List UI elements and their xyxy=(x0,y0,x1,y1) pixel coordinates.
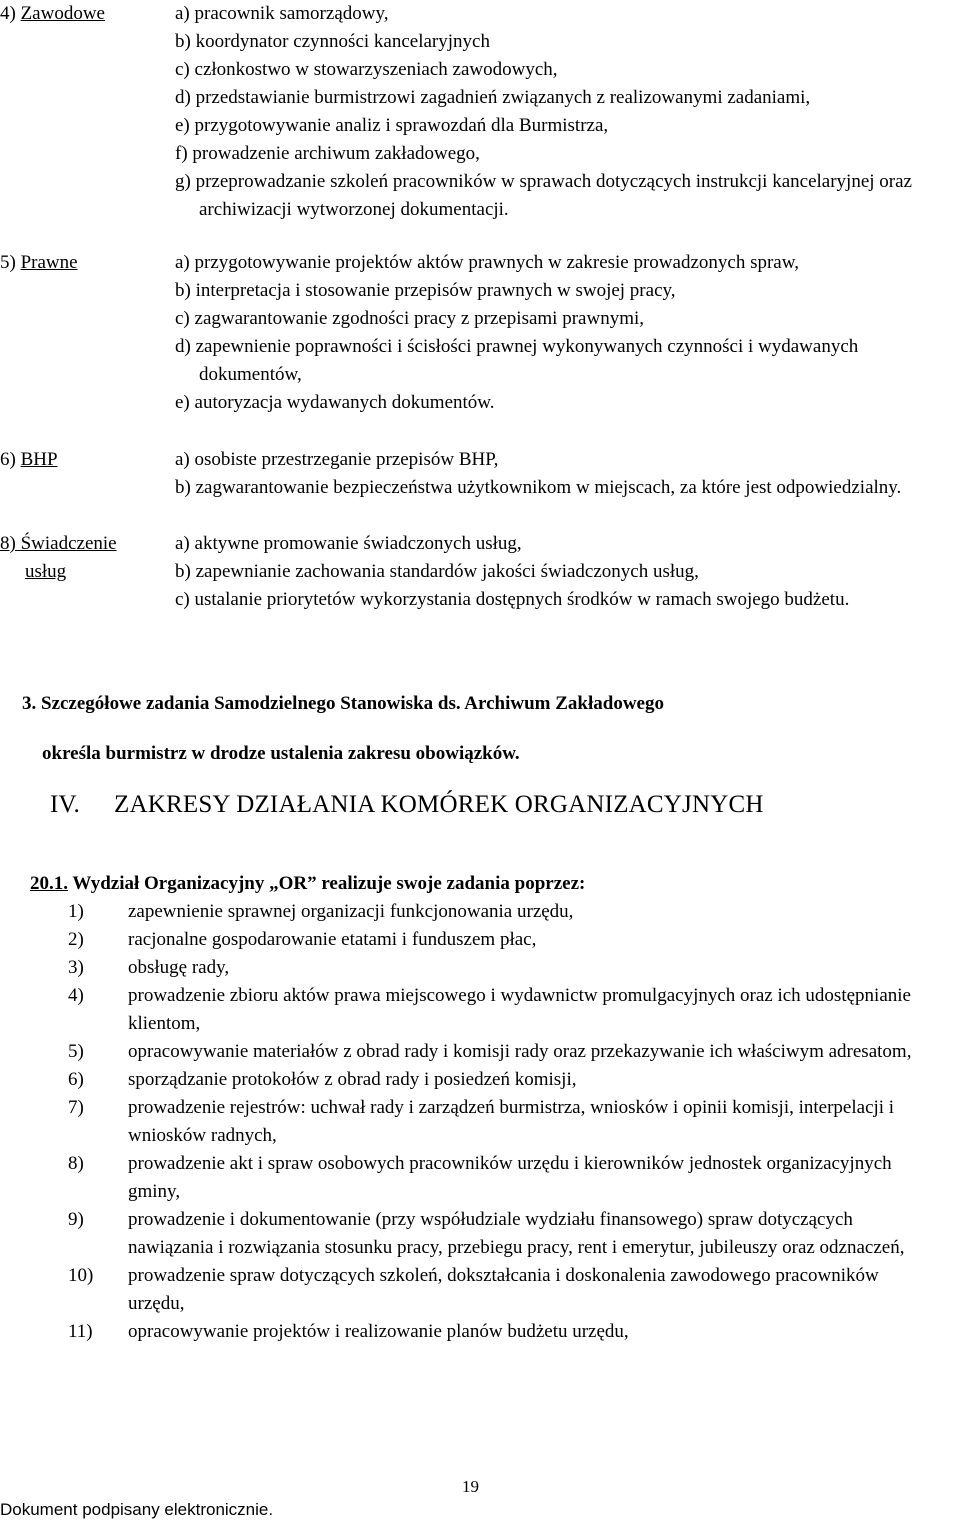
subsection-number: 20.1. xyxy=(30,873,68,894)
numbered-list xyxy=(68,898,938,1346)
numbered-list-item xyxy=(68,1262,938,1318)
item-number: 7) xyxy=(68,1097,84,1118)
section-label-underlined: Zawodowe xyxy=(20,3,105,24)
list-item: a) aktywne promowanie świadczonych usług, xyxy=(175,533,522,554)
list-item: d) zapewnienie poprawności i ścisłości prawnej wykonywanych czynności i wydawanych dokumentów, xyxy=(175,336,859,385)
list-item: b) interpretacja i stosowanie przepisów prawnych w swojej pracy, xyxy=(175,280,676,301)
section-label-line2: usług xyxy=(25,561,67,582)
subsection-heading xyxy=(30,870,585,898)
item-text: prowadzenie spraw dotyczących szkoleń, dokształcania i doskonalenia zawodowego pracowników urzędu, xyxy=(128,1265,879,1314)
item-text: opracowywanie materiałów z obrad rady i komisji rady oraz przekazywanie ich właściwym adresatom, xyxy=(128,1041,912,1062)
list-item: b) koordynator czynności kancelaryjnych xyxy=(175,31,490,52)
subsection-title: Wydział Organizacyjny „OR” realizuje swoje zadania poprzez: xyxy=(72,873,586,894)
list-item: c) zagwarantowanie zgodności pracy z przepisami prawnymi, xyxy=(175,308,644,329)
list-item: d) przedstawianie burmistrzowi zagadnień związanych z realizowanymi zadaniami, xyxy=(175,87,811,108)
list-item: a) przygotowywanie projektów aktów prawnych w zakresie prowadzonych spraw, xyxy=(175,252,799,273)
item-number: 3) xyxy=(68,957,84,978)
numbered-list-item xyxy=(68,1150,938,1206)
numbered-list-item xyxy=(68,1318,938,1346)
section-items xyxy=(175,530,960,614)
item-text: opracowywanie projektów i realizowanie planów budżetu urzędu, xyxy=(128,1321,629,1342)
item-text: prowadzenie i dokumentowanie (przy współudziale wydziału finansowego) spraw dotyczących nawiązania i rozwiązania stosunku pracy, przebiegu pracy, rent i emerytur, jubileuszy oraz odznaczeń, xyxy=(128,1209,905,1258)
item-number: 2) xyxy=(68,929,84,950)
item-text: prowadzenie rejestrów: uchwał rady i zarządzeń burmistrza, wniosków i opinii komisji, interpelacji i wniosków radnych, xyxy=(128,1097,895,1146)
item-text: sporządzanie protokołów z obrad rady i posiedzeń komisji, xyxy=(128,1069,577,1090)
list-item: b) zagwarantowanie bezpieczeństwa użytkownikom w miejscach, za które jest odpowiedzialny. xyxy=(175,477,902,498)
chapter-title: ZAKRESY DZIAŁANIA KOMÓREK ORGANIZACYJNYCH xyxy=(114,791,764,818)
footer-signature-note: Dokument podpisany elektronicznie. xyxy=(0,1500,274,1519)
section-label: 6) BHP xyxy=(0,449,58,470)
item-text: prowadzenie zbioru aktów prawa miejscowego i wydawnictw promulgacyjnych oraz ich udostępnianie klientom, xyxy=(128,985,911,1034)
heading-section-3-continued: określa burmistrz w drodze ustalenia zakresu obowiązków. xyxy=(42,743,520,764)
section-label-line1: 8) Świadczenie xyxy=(0,533,117,554)
numbered-list-item xyxy=(68,1038,938,1066)
heading-section-3: 3. Szczegółowe zadania Samodzielnego Stanowiska ds. Archiwum Zakładowego xyxy=(22,693,664,714)
item-number: 8) xyxy=(68,1153,84,1174)
numbered-list-item xyxy=(68,1206,938,1262)
section-items xyxy=(175,249,960,417)
numbered-list-item xyxy=(68,982,938,1038)
numbered-list-item xyxy=(68,926,938,954)
numbered-list-item xyxy=(68,898,938,926)
list-item: a) pracownik samorządowy, xyxy=(175,3,389,24)
item-number: 10) xyxy=(68,1265,94,1286)
list-item: e) przygotowywanie analiz i sprawozdań dla Burmistrza, xyxy=(175,115,609,136)
section-items xyxy=(175,0,960,224)
item-number: 5) xyxy=(68,1041,84,1062)
list-item: b) zapewnianie zachowania standardów jakości świadczonych usług, xyxy=(175,561,699,582)
item-text: zapewnienie sprawnej organizacji funkcjonowania urzędu, xyxy=(128,901,574,922)
section-items xyxy=(175,446,960,502)
list-item: c) ustalanie priorytetów wykorzystania dostępnych środków w ramach swojego budżetu. xyxy=(175,589,850,610)
item-text: prowadzenie akt i spraw osobowych pracowników urzędu i kierowników jednostek organizacyjnych gminy, xyxy=(128,1153,892,1202)
section-label xyxy=(0,530,117,586)
item-number: 1) xyxy=(68,901,84,922)
chapter-number: IV. xyxy=(50,791,81,818)
numbered-list-item xyxy=(68,954,938,982)
list-item: f) prowadzenie archiwum zakładowego, xyxy=(175,143,480,164)
item-number: 9) xyxy=(68,1209,84,1230)
item-number: 11) xyxy=(68,1321,93,1342)
list-item: g) przeprowadzanie szkoleń pracowników w sprawach dotyczących instrukcji kancelaryjnej oraz archiwizacji wytworzonej dokumentacji. xyxy=(175,171,912,220)
item-text: racjonalne gospodarowanie etatami i funduszem płac, xyxy=(128,929,537,950)
list-item: c) członkostwo w stowarzyszeniach zawodowych, xyxy=(175,59,558,80)
list-item: e) autoryzacja wydawanych dokumentów. xyxy=(175,392,495,413)
section-label: 4) Zawodowe xyxy=(0,3,105,24)
numbered-list-item xyxy=(68,1066,938,1094)
page-number: 19 xyxy=(462,1477,479,1496)
item-text: obsługę rady, xyxy=(128,957,230,978)
section-label: 5) Prawne xyxy=(0,252,78,273)
chapter-heading xyxy=(50,788,764,822)
item-number: 4) xyxy=(68,985,84,1006)
item-number: 6) xyxy=(68,1069,84,1090)
list-item: a) osobiste przestrzeganie przepisów BHP, xyxy=(175,449,499,470)
numbered-list-item xyxy=(68,1094,938,1150)
